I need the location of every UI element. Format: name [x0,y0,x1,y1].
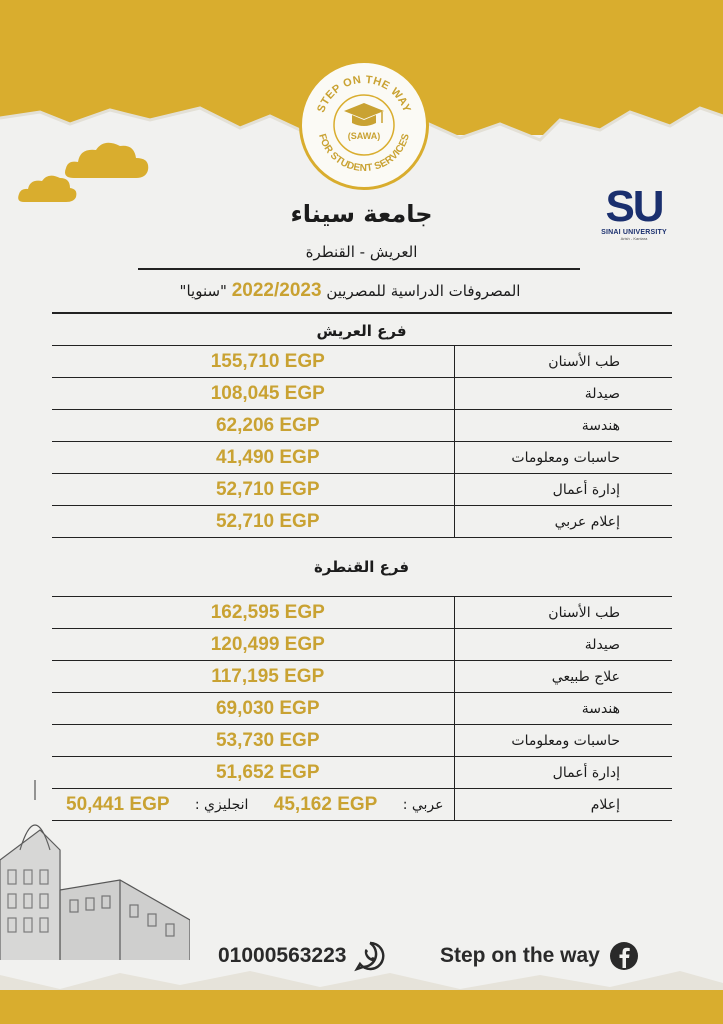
program-cell: إدارة أعمال [454,757,672,789]
page-subtitle: العريش - القنطرة [305,243,418,261]
fee-cell: 117,195 EGP [52,661,454,693]
table-row [52,725,672,757]
fees-heading-text: المصروفات الدراسية للمصريين [326,282,521,300]
table-row [52,506,672,538]
fees-table-arish [52,345,672,538]
fee-cell: 162,595 EGP [52,597,454,629]
table-row [52,474,672,506]
bottom-yellow-band [0,990,723,1024]
table-row [52,410,672,442]
program-cell: إعلام [454,789,672,821]
logo-ring-bottom: FOR STUDENT SERVICES [316,132,412,175]
facebook-icon [608,940,640,972]
table-row [52,442,672,474]
su-campuses: Arish - Kantara [620,236,648,241]
program-cell: إدارة أعمال [454,474,672,506]
fee-cell: 41,490 EGP [52,442,454,474]
table-row [52,378,672,410]
fee-cell: 53,730 EGP [52,725,454,757]
program-cell: حاسبات ومعلومات [454,442,672,474]
sawa-logo [299,60,429,190]
table-row [52,693,672,725]
fees-heading-note: "سنويا" [179,282,227,300]
graduation-cap-icon [344,103,384,126]
table-row [52,597,672,629]
table-row [52,629,672,661]
fee-cell: 108,045 EGP [52,378,454,410]
phone-number[interactable]: 01000563223 [218,944,347,967]
fee-cell: 52,710 EGP [52,506,454,538]
fee-cell: 120,499 EGP [52,629,454,661]
contact-phone[interactable] [218,938,394,974]
table-row [52,346,672,378]
facebook-page-name[interactable]: Step on the way [440,944,600,967]
english-label: انجليزي : [194,796,249,813]
logo-ring-top: STEP ON THE WAY [315,73,413,115]
su-mark: SU [605,182,663,231]
program-cell: هندسة [454,410,672,442]
logo-center: (SAWA) [347,131,381,141]
fees-heading [120,280,580,302]
university-building-illustration [0,770,190,960]
table-row [52,661,672,693]
program-cell: علاج طبيعي [454,661,672,693]
divider [138,268,580,270]
fee-cell: 155,710 EGP [52,346,454,378]
branch-title-arish: فرع العريش [316,322,407,340]
english-fee: 50,441 EGP [66,793,170,815]
su-name: SINAI UNIVERSITY [601,229,667,236]
fee-cell: 62,206 EGP [52,410,454,442]
arabic-label: عربي : [402,796,444,813]
program-cell: صيدلة [454,378,672,410]
program-cell: حاسبات ومعلومات [454,725,672,757]
branch-title-qantara: فرع القنطرة [313,558,410,576]
program-cell: طب الأسنان [454,346,672,378]
program-cell: طب الأسنان [454,597,672,629]
fee-cell: 69,030 EGP [52,693,454,725]
program-cell: هندسة [454,693,672,725]
fee-cell: 52,710 EGP [52,474,454,506]
fee-cell: 51,652 EGP [52,757,454,789]
page-title: جامعة سيناء [290,200,433,228]
program-cell: صيدلة [454,629,672,661]
contact-facebook[interactable] [440,938,648,974]
arabic-fee: 45,162 EGP [273,793,378,815]
whatsapp-icon [354,940,386,972]
divider [52,312,672,314]
fees-heading-year: 2022/2023 [231,280,322,301]
program-cell: إعلام عربي [454,506,672,538]
